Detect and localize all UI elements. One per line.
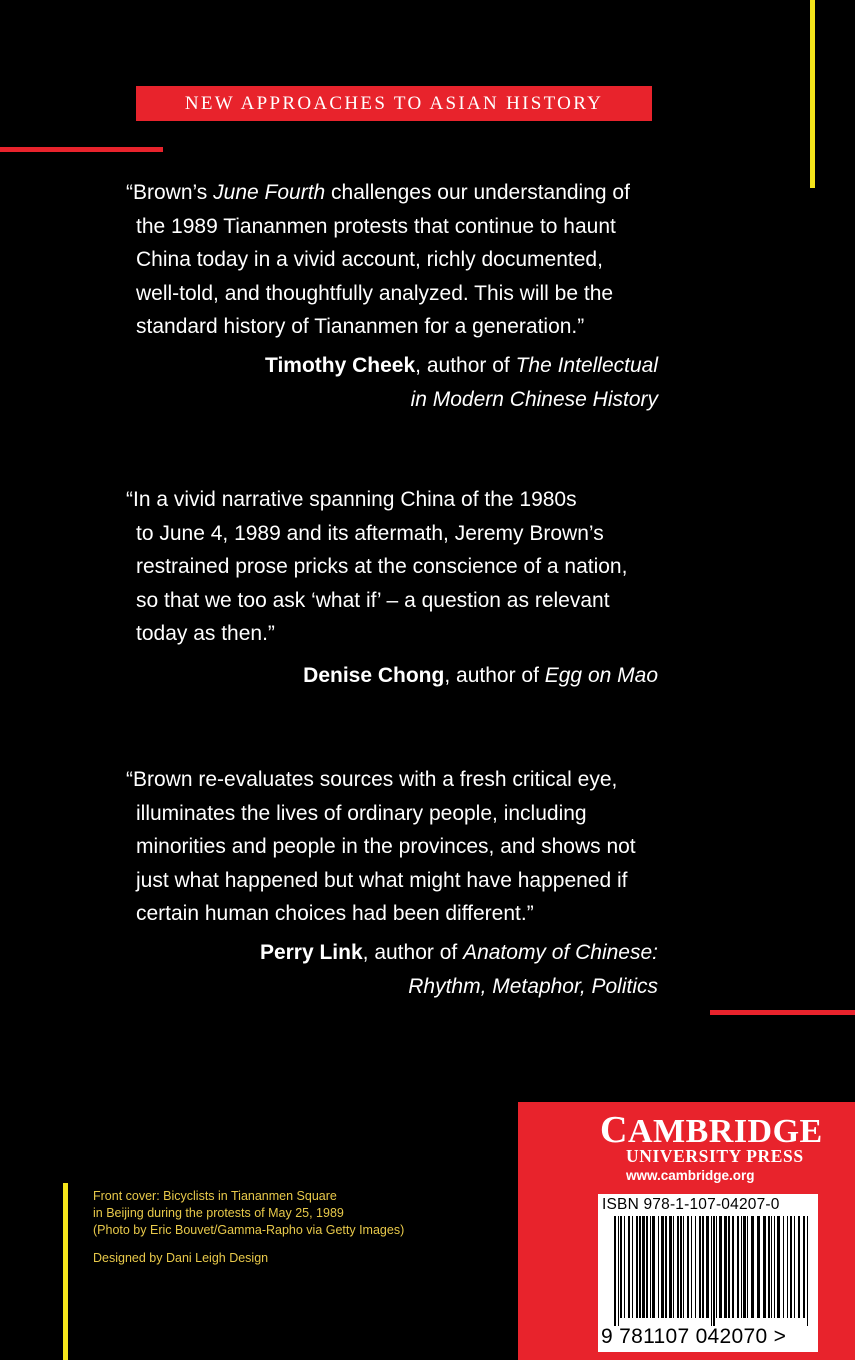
barcode-bar	[728, 1216, 730, 1318]
barcode-bar	[636, 1216, 638, 1318]
barcode-bar	[695, 1216, 696, 1318]
attribution-work: Rhythm, Metaphor, Politics	[408, 974, 658, 998]
barcode-bar	[652, 1216, 655, 1318]
series-title-banner: NEW APPROACHES TO ASIAN HISTORY	[136, 86, 652, 121]
quote-line: to June 4, 1989 and its aftermath, Jeremy Brown’s	[136, 521, 604, 545]
barcode-bar	[751, 1216, 754, 1318]
attribution-line	[98, 383, 658, 417]
quote-line: certain human choices had been different.”	[136, 902, 534, 925]
isbn-text: ISBN 978-1-107-04207-0	[602, 1196, 780, 1213]
barcode-bar	[771, 1216, 772, 1318]
barcode-bar	[794, 1216, 795, 1318]
red-rule-right	[710, 1010, 855, 1015]
barcode-bar	[650, 1216, 651, 1318]
barcode-bar	[665, 1216, 667, 1318]
barcode-bar	[628, 1216, 630, 1318]
attribution-line: Timothy Cheek, author of The Intellectual	[265, 354, 658, 377]
barcode-bar	[716, 1216, 717, 1318]
barcode-bar	[747, 1216, 748, 1318]
yellow-rule-bottom-left	[63, 1183, 68, 1360]
publisher-name-initial: C	[600, 1109, 628, 1151]
attribution-chong	[98, 659, 658, 693]
barcode-bar	[646, 1216, 648, 1318]
attribution-link	[98, 936, 658, 1003]
attribution-work: Anatomy of Chinese:	[463, 941, 658, 964]
quote-line: “Brown’s June Fourth challenges our understanding of	[126, 181, 630, 204]
barcode-bar	[699, 1216, 701, 1318]
quote-line: restrained prose pricks at the conscience of a nation,	[136, 555, 628, 578]
barcode-bar	[787, 1216, 788, 1318]
barcode-bar	[763, 1216, 766, 1318]
quote-cheek	[126, 176, 686, 344]
quote-chong	[126, 483, 686, 651]
barcode-bar	[774, 1216, 775, 1318]
quote-italic-title: June Fourth	[213, 181, 326, 204]
attribution-name: Denise Chong	[303, 664, 445, 687]
barcode-box	[598, 1194, 818, 1352]
barcode-bar	[757, 1216, 760, 1318]
publisher-press: UNIVERSITY PRESS	[626, 1146, 804, 1166]
barcode-bar	[642, 1216, 645, 1318]
barcode-bar	[683, 1216, 684, 1318]
barcode-bar	[713, 1216, 715, 1326]
cover-credit-line-1: Front cover: Bicyclists in Tiananmen Square	[93, 1189, 337, 1203]
quote-line: the 1989 Tiananmen protests that continue to haunt	[136, 214, 616, 238]
barcode-bar	[706, 1216, 709, 1318]
publisher-panel	[518, 1102, 855, 1360]
quote-line: “Brown re-evaluates sources with a fresh critical eye,	[126, 768, 618, 791]
barcode-bar	[673, 1216, 674, 1318]
barcode-bar	[777, 1216, 780, 1318]
attribution-work: The Intellectual	[515, 354, 658, 377]
barcode-bar	[687, 1216, 689, 1318]
barcode-bar	[741, 1216, 742, 1318]
barcode-bar	[658, 1216, 659, 1318]
quote-line: standard history of Tiananmen for a generation.”	[136, 315, 585, 338]
publisher-url[interactable]: www.cambridge.org	[626, 1168, 755, 1183]
barcode-bar	[677, 1216, 679, 1318]
barcode-bar	[803, 1216, 805, 1318]
quote-line: so that we too ask ‘what if’ – a question as relevant	[136, 588, 610, 612]
barcode-bar	[719, 1216, 722, 1318]
barcode-bar	[639, 1216, 641, 1318]
quote-line: today as then.”	[136, 622, 275, 645]
barcode-bar	[624, 1216, 625, 1318]
attribution-work: in Modern Chinese History	[410, 387, 658, 411]
attribution-name: Timothy Cheek	[265, 354, 416, 377]
designer-credit-text: Designed by Dani Leigh Design	[93, 1251, 269, 1265]
barcode-bar	[661, 1216, 664, 1318]
attribution-line	[98, 970, 658, 1004]
quote-line: minorities and people in the provinces, and shows not	[136, 835, 636, 858]
barcode-bar	[680, 1216, 682, 1318]
cover-credit-line-2: in Beijing during the protests of May 25, 1989	[93, 1206, 344, 1220]
attribution-line: Denise Chong, author of Egg on Mao	[303, 664, 658, 687]
attribution-line: Perry Link, author of Anatomy of Chinese:	[259, 941, 658, 964]
quote-line: “In a vivid narrative spanning China of the 1980s	[126, 488, 577, 511]
yellow-rule-top-right	[810, 0, 815, 188]
barcode-bar	[711, 1216, 712, 1326]
quote-link	[126, 763, 686, 931]
barcode-bars	[614, 1216, 810, 1326]
barcode-bar	[743, 1216, 746, 1318]
barcode-bar	[632, 1216, 633, 1318]
barcode-bar	[807, 1216, 808, 1326]
barcode-bar	[614, 1216, 616, 1326]
barcode-bar	[618, 1216, 619, 1326]
attribution-cheek	[98, 349, 658, 416]
cover-credit-line-3: (Photo by Eric Bouvet/Gamma-Rapho via Getty Images)	[93, 1223, 405, 1237]
cover-credits	[93, 1188, 404, 1239]
attribution-name: Perry Link	[259, 941, 363, 964]
barcode-bar	[732, 1216, 734, 1318]
attribution-work: Egg on Mao	[544, 664, 658, 687]
designer-credit	[93, 1250, 268, 1267]
red-rule-top-left	[0, 147, 163, 152]
quote-line: just what happened but what might have happened if	[136, 868, 628, 892]
barcode-bar	[798, 1216, 800, 1318]
barcode-bar	[768, 1216, 770, 1318]
barcode-bar	[669, 1216, 672, 1318]
barcode-bar	[790, 1216, 792, 1318]
barcode-bar	[620, 1216, 622, 1318]
barcode-digits: 9 781107 042070 >	[601, 1325, 787, 1348]
publisher-name-rest: AMBRIDGE	[627, 1113, 823, 1150]
barcode-bar	[702, 1216, 704, 1318]
barcode-bar	[783, 1216, 784, 1318]
quote-line: well-told, and thoughtfully analyzed. This will be the	[136, 281, 614, 305]
quote-line: China today in a vivid account, richly documented,	[136, 248, 603, 271]
barcode-bar	[737, 1216, 739, 1318]
quote-line: illuminates the lives of ordinary people, including	[136, 801, 587, 825]
barcode-bar	[724, 1216, 727, 1318]
barcode-bar	[691, 1216, 692, 1318]
